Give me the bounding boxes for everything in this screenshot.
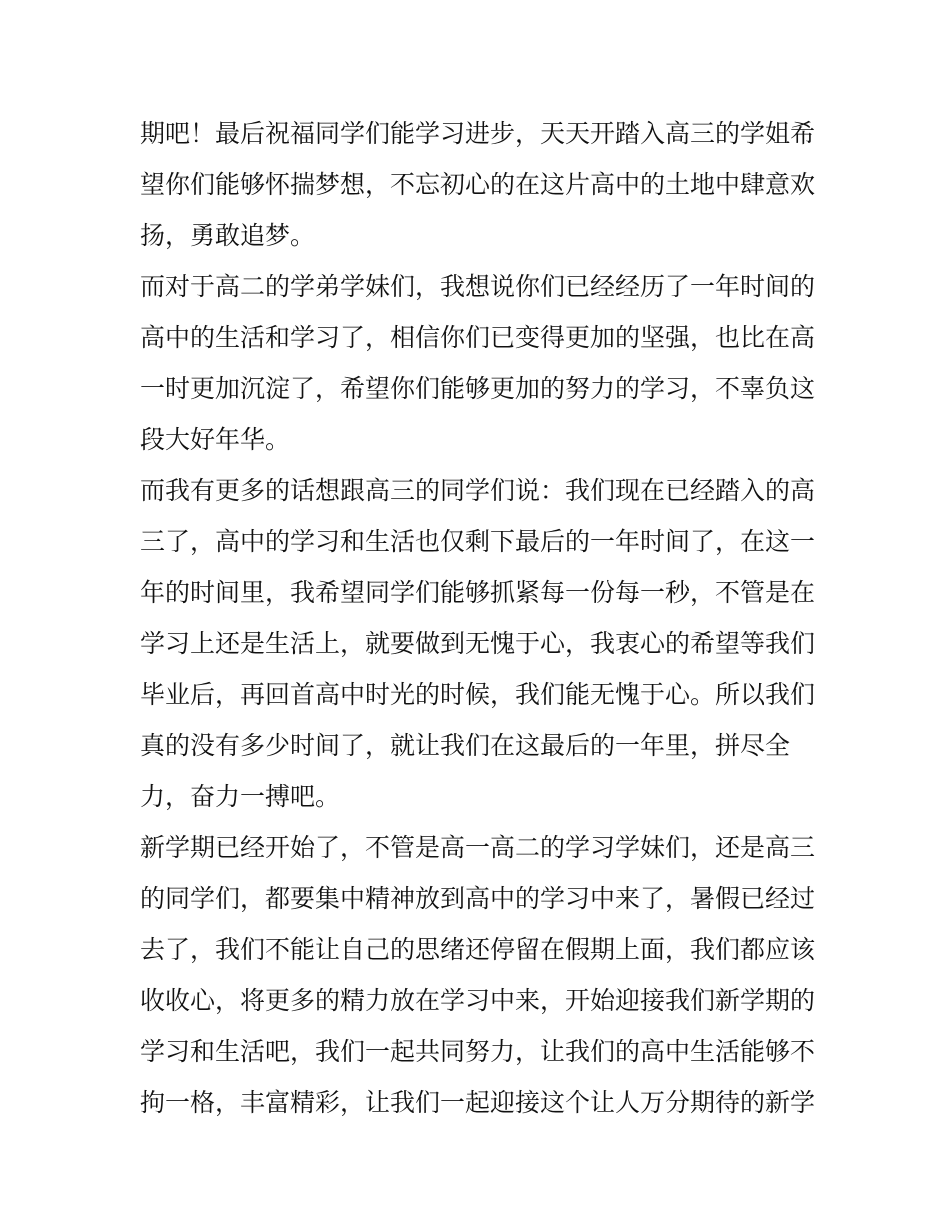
text-line: 三了，高中的学习和生活也仅剩下最后的一年时间了，在这一 xyxy=(140,527,816,556)
text-line: 段大好年华。 xyxy=(140,425,291,454)
text-line: 力，奋力一搏吧。 xyxy=(140,782,341,811)
text-line: 高中的生活和学习了，相信你们已变得更加的坚强，也比在高 xyxy=(140,323,816,352)
text-line: 学习上还是生活上，就要做到无愧于心，我衷心的希望等我们 xyxy=(140,629,816,658)
text-line: 期吧！最后祝福同学们能学习进步，天天开踏入高三的学姐希 xyxy=(140,119,816,148)
text-line: 去了，我们不能让自己的思绪还停留在假期上面，我们都应该 xyxy=(140,935,816,964)
text-line: 而我有更多的话想跟高三的同学们说：我们现在已经踏入的高 xyxy=(140,476,816,505)
text-line: 新学期已经开始了，不管是高一高二的学习学妹们，还是高三 xyxy=(140,833,816,862)
document-body xyxy=(140,108,820,1128)
text-line: 望你们能够怀揣梦想，不忘初心的在这片高中的土地中肆意欢 xyxy=(140,170,816,199)
text-line: 一时更加沉淀了，希望你们能够更加的努力的学习，不辜负这 xyxy=(140,374,816,403)
text-line: 的同学们，都要集中精神放到高中的学习中来了，暑假已经过 xyxy=(140,884,816,913)
text-line: 扬，勇敢追梦。 xyxy=(140,221,316,250)
text-line: 收收心，将更多的精力放在学习中来，开始迎接我们新学期的 xyxy=(140,986,816,1015)
text-line: 学习和生活吧，我们一起共同努力，让我们的高中生活能够不 xyxy=(140,1037,816,1066)
text-line: 而对于高二的学弟学妹们，我想说你们已经经历了一年时间的 xyxy=(140,272,816,301)
text-line: 年的时间里，我希望同学们能够抓紧每一份每一秒，不管是在 xyxy=(140,578,816,607)
text-line: 拘一格，丰富精彩，让我们一起迎接这个让人万分期待的新学 xyxy=(140,1088,816,1117)
text-line: 毕业后，再回首高中时光的时候，我们能无愧于心。所以我们 xyxy=(140,680,816,709)
text-line: 真的没有多少时间了，就让我们在这最后的一年里，拼尽全 xyxy=(140,731,791,760)
